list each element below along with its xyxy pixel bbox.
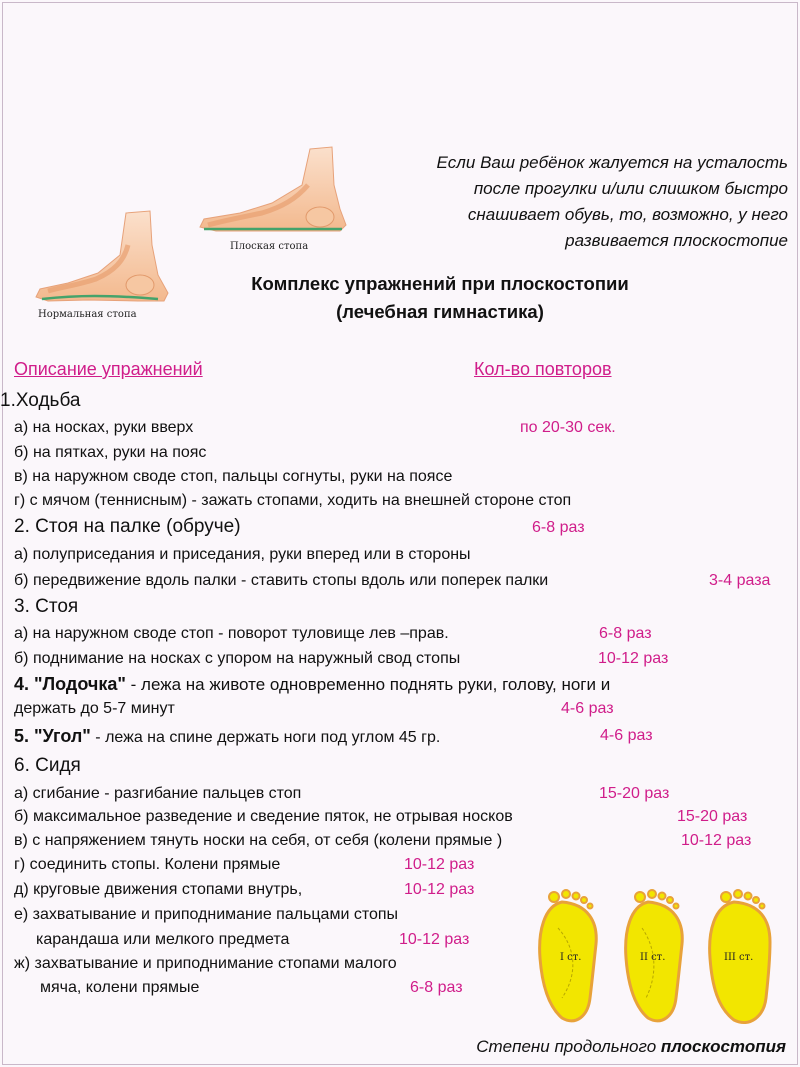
description-header: Описание упражнений	[14, 359, 203, 379]
intro-text	[348, 150, 788, 254]
section-5-title: 5. "Угол"	[14, 726, 91, 746]
s6-item-f-line-2: карандаша или мелкого предмета	[36, 931, 290, 948]
s3-item-a-count: 6-8 раз	[599, 625, 652, 642]
footprint-degree-3	[710, 890, 770, 1023]
s3-item-b: б) поднимание на носках с упором на наружный свод стопы	[14, 650, 461, 667]
s6-item-f: е) захватывание и приподнимание пальцами стопы	[14, 906, 399, 923]
intro-line: после прогулки и/или слишком быстро	[473, 179, 788, 198]
s6-item-f-count: 10-12 раз	[399, 931, 470, 948]
flatfoot-degrees-image	[532, 888, 794, 1030]
section-1-title: 1.Ходьба	[0, 390, 81, 411]
section-5-text: - лежа на спине держать ноги под углом 45 гр.	[90, 729, 441, 746]
s3-item-b-count: 10-12 раз	[598, 650, 669, 667]
s1-item-d: г) с мячом (теннисным) - зажать стопами, ходить на внешней стороне стоп	[14, 492, 572, 509]
section-4	[14, 674, 610, 695]
s1-item-a-count: по 20-30 сек.	[520, 419, 616, 436]
flat-foot-label: Плоская стопа	[230, 241, 309, 252]
degrees-caption-prefix: Степени продольного	[476, 1037, 657, 1056]
s6-item-b-count: 15-20 раз	[677, 808, 748, 825]
section-4-count: 4-6 раз	[561, 700, 614, 717]
intro-line: снашивает обувь, то, возможно, у него	[467, 205, 788, 224]
s6-item-d: г) соединить стопы. Колени прямые	[14, 856, 281, 873]
section-5	[14, 726, 440, 747]
s2-item-a: а) полуприседания и приседания, руки вперед или в стороны	[14, 546, 471, 563]
s6-item-c: в) с напряжением тянуть носки на себя, от себя (колени прямые )	[14, 832, 503, 849]
section-4-text-2: держать до 5-7 минут	[14, 700, 175, 717]
degree-label-2: II ст.	[640, 952, 666, 963]
s2-count: 6-8 раз	[532, 519, 585, 536]
s6-item-c-count: 10-12 раз	[681, 832, 752, 849]
intro-line: развивается плоскостопие	[565, 231, 788, 250]
s6-item-g-count: 6-8 раз	[410, 979, 463, 996]
s6-item-a-count: 15-20 раз	[599, 785, 670, 802]
title-line-1: Комплекс упражнений при плоскостопии	[251, 273, 629, 294]
degrees-caption	[476, 1037, 786, 1057]
section-4-title: 4. "Лодочка"	[14, 674, 126, 694]
degree-label-1: I ст.	[560, 952, 582, 963]
s6-item-a: а) сгибание - разгибание пальцев стоп	[14, 785, 302, 802]
degree-label-3: III ст.	[724, 952, 754, 963]
s1-item-c: в) на наружном своде стоп, пальцы согнуты, руки на поясе	[14, 468, 453, 485]
section-4-text: - лежа на животе одновременно поднять руки, голову, ноги и	[125, 675, 611, 694]
repetitions-header: Кол-во повторов	[474, 359, 612, 379]
s6-item-g-line-2: мяча, колени прямые	[40, 979, 200, 996]
s1-item-a: а) на носках, руки вверх	[14, 419, 194, 436]
section-6-title: 6. Сидя	[14, 755, 81, 776]
s6-item-g: ж) захватывание и приподнимание стопами малого	[14, 955, 397, 972]
s6-item-e: д) круговые движения стопами внутрь,	[14, 881, 303, 898]
section-3-title: 3. Стоя	[14, 596, 79, 617]
flat-foot-image	[192, 145, 354, 255]
s1-item-b: б) на пятках, руки на пояс	[14, 444, 207, 461]
s6-item-d-count: 10-12 раз	[404, 856, 475, 873]
intro-line: Если Ваш ребёнок жалуется на усталость	[436, 153, 788, 172]
s6-item-e-count: 10-12 раз	[404, 881, 475, 898]
page-title	[140, 270, 740, 326]
section-2-title: 2. Стоя на палке (обруче)	[14, 516, 241, 537]
footprint-degree-2	[626, 890, 683, 1021]
s2-item-b-count: 3-4 раза	[709, 572, 771, 589]
footprint-degree-1	[540, 890, 597, 1021]
title-line-2: (лечебная гимнастика)	[336, 301, 544, 322]
degrees-caption-bold: плоскостопия	[660, 1037, 786, 1056]
section-5-count: 4-6 раз	[600, 727, 653, 744]
s2-item-b: б) передвижение вдоль палки - ставить стопы вдоль или поперек палки	[14, 572, 549, 589]
normal-foot-label: Нормальная стопа	[38, 309, 137, 320]
s6-item-b: б) максимальное разведение и сведение пяток, не отрывая носков	[14, 808, 513, 825]
s3-item-a: а) на наружном своде стоп - поворот туловище лев –прав.	[14, 625, 449, 642]
